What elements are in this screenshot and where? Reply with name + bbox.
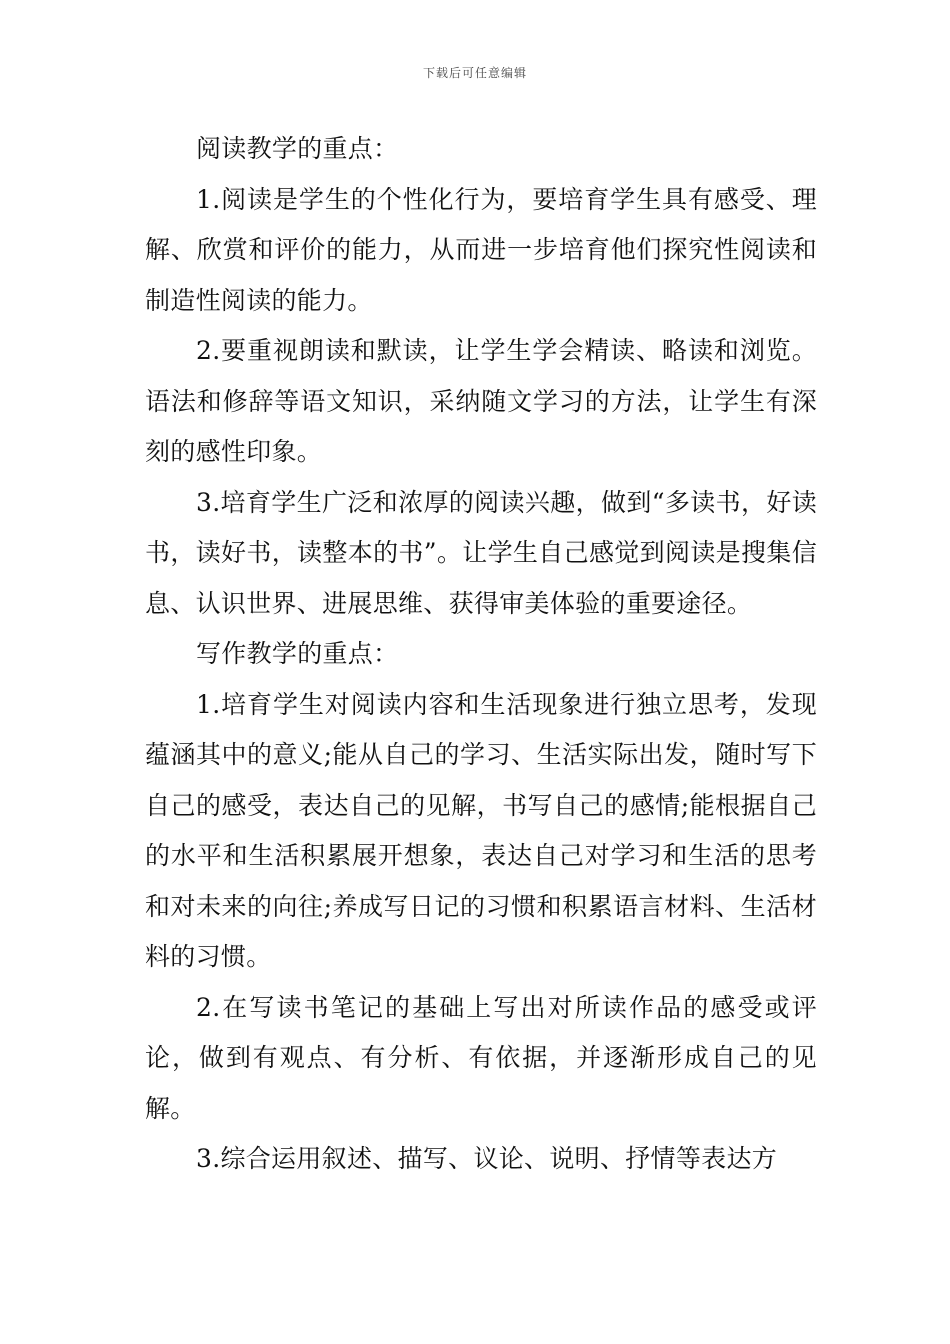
writing-point-1: 1.培育学生对阅读内容和生活现象进行独立思考，发现蕴涵其中的意义;能从自己的学习、生活实际出发，随时写下自己的感受，表达自己的见解，书写自己的感情;能根据自己的水平和生活积累展开想象，表达自己对学习和生活的思考和对未来的向往;养成写日记的习惯和积累语言材料、生活材料的习惯。 xyxy=(145,689,817,971)
reading-point-2: 2.要重视朗读和默读，让学生学会精读、略读和浏览。语法和修辞等语文知识，采纳随文学习的方法，让学生有深刻的感性印象。 xyxy=(145,336,817,466)
reading-point-3: 3.培育学生广泛和浓厚的阅读兴趣，做到“多读书，好读书，读好书，读整本的书”。让学生自己感觉到阅读是搜集信息、认识世界、进展思维、获得审美体验的重要途径。 xyxy=(145,487,817,618)
section-heading-writing: 写作教学的重点： xyxy=(196,639,399,668)
section-heading-reading: 阅读教学的重点： xyxy=(196,134,399,163)
writing-point-3: 3.综合运用叙述、描写、议论、说明、抒情等表达方 xyxy=(196,1144,778,1173)
header-note: 下载后可任意编辑 xyxy=(422,66,527,80)
reading-point-1: 1.阅读是学生的个性化行为，要培育学生具有感受、理解、欣赏和评价的能力，从而进一步培育他们探究性阅读和制造性阅读的能力。 xyxy=(145,184,817,315)
document-body xyxy=(145,124,817,1185)
writing-point-2: 2.在写读书笔记的基础上写出对所读作品的感受或评论，做到有观点、有分析、有依据，并逐渐形成自己的见解。 xyxy=(145,992,817,1123)
